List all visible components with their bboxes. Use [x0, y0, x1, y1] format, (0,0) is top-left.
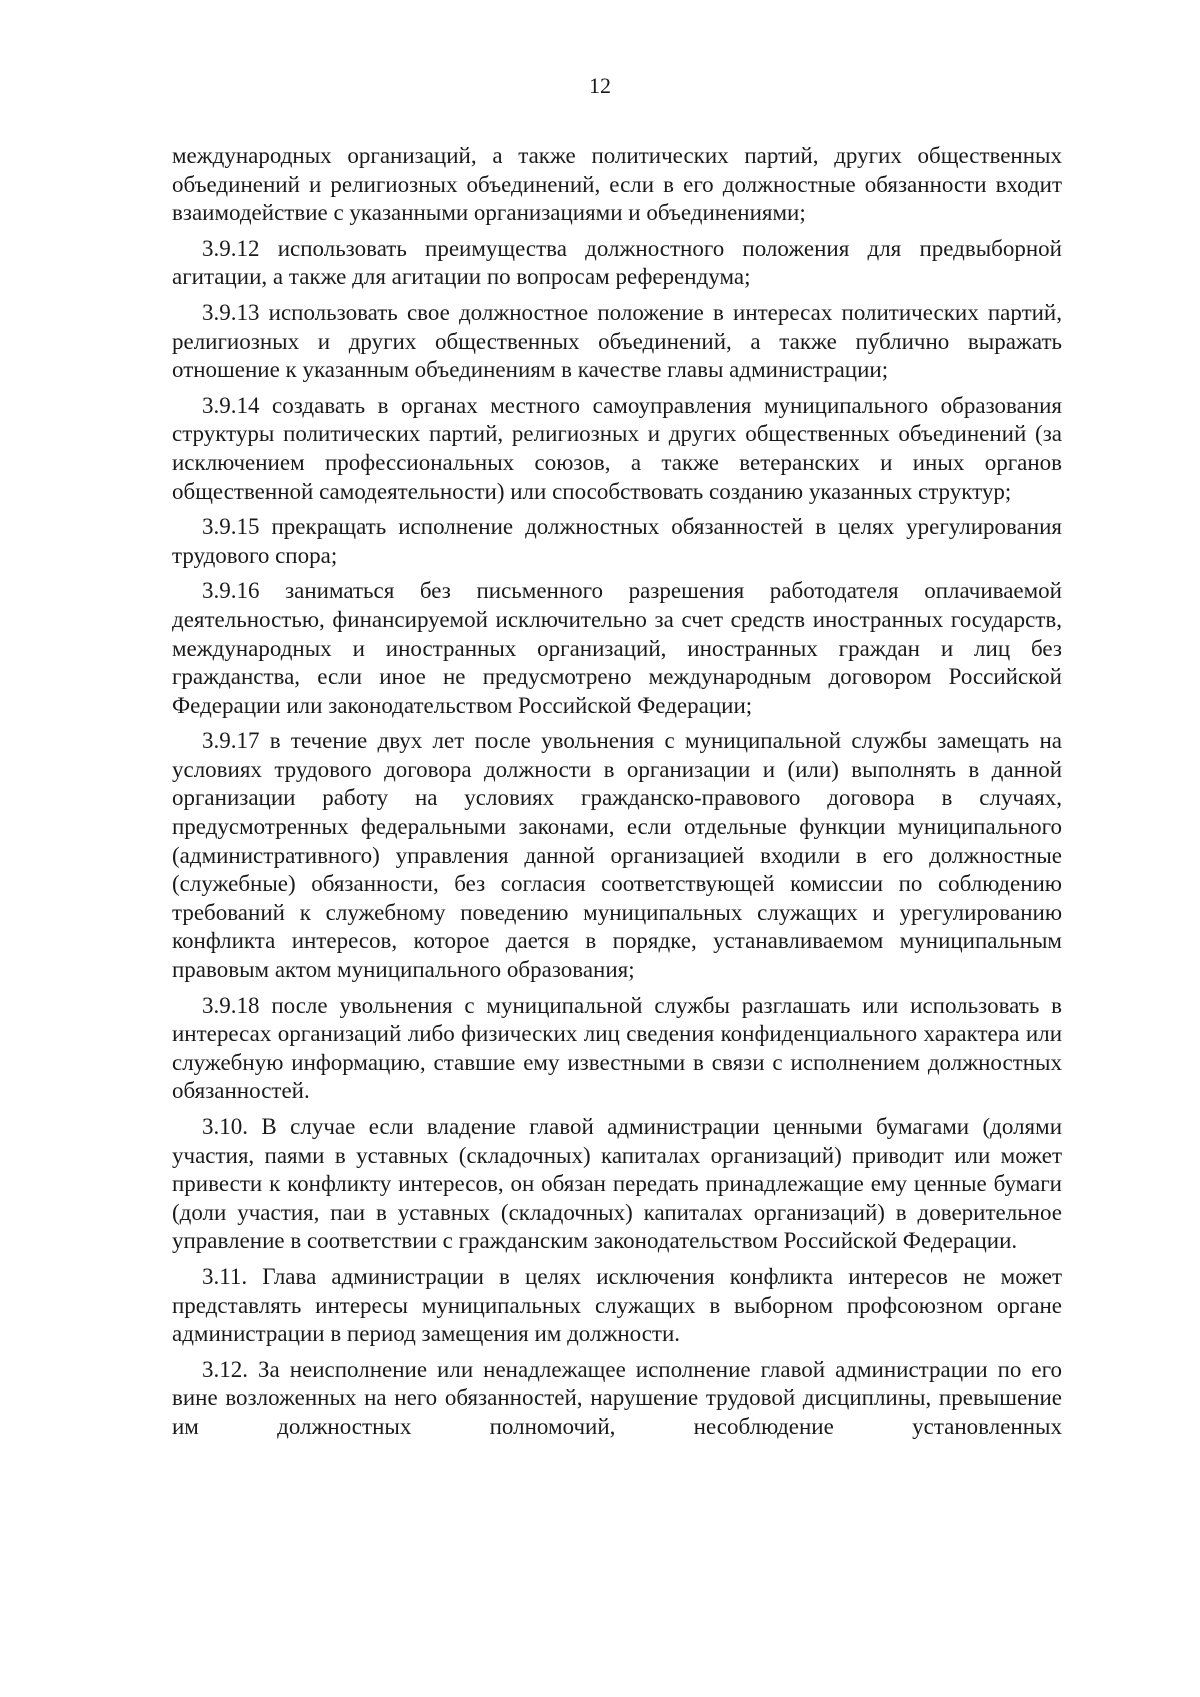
paragraph-3-9-15: 3.9.15 прекращать исполнение должностных обязанностей в целях урегулирования трудового спора;: [172, 514, 1062, 568]
paragraph-3-10: 3.10. В случае если владение главой администрации ценными бумагами (долями участия, паями в уставных (складочных) капиталах организаций) приводит или может привести к конфликту интересов, он обязан передать принадлежащие ему ценные бумаги (доли участия, паи в уставных (складочных) капиталах организаций) в доверительное управление в соответствии с гражданским законодательством Российской Федерации.: [172, 1114, 1062, 1254]
paragraph-continuation: международных организаций, а также политических партий, других общественных объединений и религиозных объединений, если в его должностные обязанности входит взаимодействие с указанными организациями и объединениями;: [172, 143, 1062, 226]
paragraph-3-11: 3.11. Глава администрации в целях исключения конфликта интересов не может представлять интересы муниципальных служащих в выборном профсоюзном органе администрации в период замещения им должности.: [172, 1263, 1062, 1347]
paragraph-3-9-18: 3.9.18 после увольнения с муниципальной службы разглашать или использовать в интересах организаций либо физических лиц сведения конфиденциального характера или служебную информацию, ставшие ему известными в связи с исполнением должностных обязанностей.: [172, 992, 1062, 1104]
paragraph-3-9-13: 3.9.13 использовать свое должностное положение в интересах политических партий, религиозных и других общественных объединений, а также публично выражать отношение к указанным объединениям в качестве главы администрации;: [172, 299, 1062, 383]
document-body: [172, 142, 1062, 1449]
paragraph-3-9-14: 3.9.14 создавать в органах местного самоуправления муниципального образования структуры политических партий, религиозных и других общественных объединений (за исключением профессиональных союзов, а также ветеранских и иных органов общественной самодеятельности) или способствовать созданию указанных структур;: [172, 392, 1062, 504]
paragraph-3-9-16: 3.9.16 заниматься без письменного разрешения работодателя оплачиваемой деятельностью, финансируемой исключительно за счет средств иностранных государств, международных и иностранных организаций, иностранных граждан и лиц без гражданства, если иное не предусмотрено международным договором Российской Федерации или законодательством Российской Федерации;: [172, 578, 1062, 718]
paragraph-3-9-12: 3.9.12 использовать преимущества должностного положения для предвыборной агитации, а также для агитации по вопросам референдума;: [172, 235, 1062, 290]
page-number: 12: [589, 73, 611, 98]
paragraph-3-12: 3.12. За неисполнение или ненадлежащее исполнение главой администрации по его вине возложенных на него обязанностей, нарушение трудовой дисциплины, превышение им должностных полномочий, несоблюдение установленных: [172, 1356, 1062, 1439]
paragraph-3-9-17: 3.9.17 в течение двух лет после увольнения с муниципальной службы замещать на условиях трудового договора должности в организации и (или) выполнять в данной организации работу на условиях гражданско-правового договора в случаях, предусмотренных федеральными законами, если отдельные функции муниципального (административного) управления данной организацией входили в его должностные (служебные) обязанности, без согласия соответствующей комиссии по соблюдению требований к служебному поведению муниципальных служащих и урегулированию конфликта интересов, которое дается в порядке, устанавливаемом муниципальным правовым актом муниципального образования;: [172, 728, 1062, 983]
